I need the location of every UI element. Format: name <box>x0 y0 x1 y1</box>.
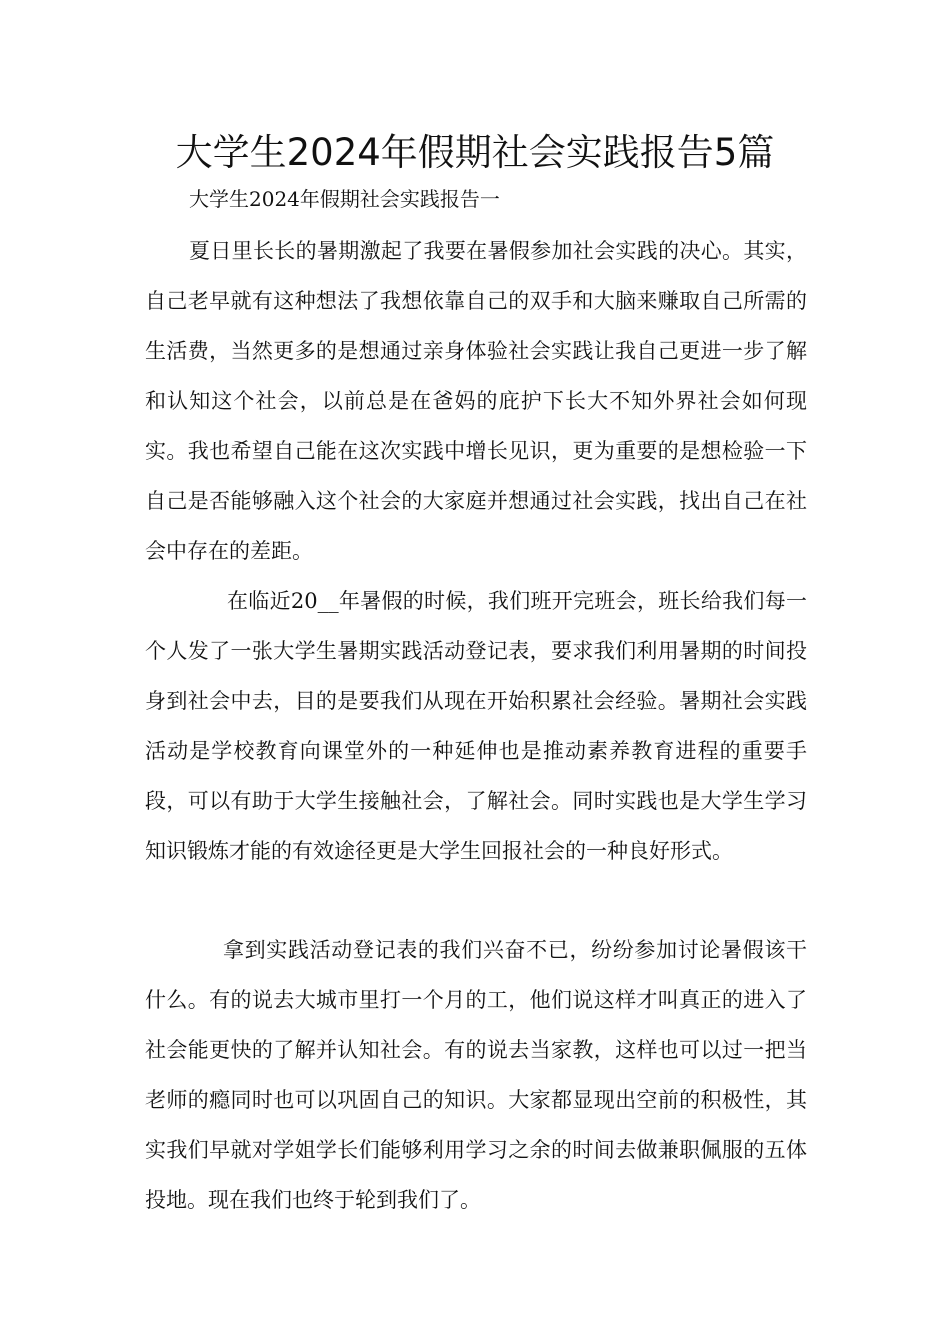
document-title: 大学生2024年假期社会实践报告5篇 <box>175 131 775 174</box>
paragraph-3: 拿到实践活动登记表的我们兴奋不已，纷纷参加讨论暑假该干什么。有的说去大城市里打一个月的工，他们说这样才叫真正的进入了社会能更快的了解并认知社会。有的说去当家教，这样也可以过一把当老师的瘾同时也可以巩固自己的知识。大家都显现出空前的积极性，其实我们早就对学姐学长们能够利用学习之余的时间去做兼职佩服的五体投地。现在我们也终于轮到我们了。 <box>145 938 807 1212</box>
paragraph-1: 夏日里长长的暑期激起了我要在暑假参加社会实践的决心。其实，自己老早就有这种想法了我想依靠自己的双手和大脑来赚取自己所需的生活费，当然更多的是想通过亲身体验社会实践让我自己更进一步了解和认知这个社会，以前总是在爸妈的庇护下长大不知外界社会如何现实。我也希望自己能在这次实践中增长见识，更为重要的是想检验一下自己是否能够融入这个社会的大家庭并想通过社会实践，找出自己在社会中存在的差距。 <box>145 239 807 563</box>
paragraph-2: 在临近20__年暑假的时候，我们班开完班会，班长给我们每一个人发了一张大学生暑期实践活动登记表，要求我们利用暑期的时间投身到社会中去，目的是要我们从现在开始积累社会经验。暑期社会实践活动是学校教育向课堂外的一种延伸也是推动素养教育进程的重要手段，可以有助于大学生接触社会，了解社会。同时实践也是大学生学习知识锻炼才能的有效途径更是大学生回报社会的一种良好形式。 <box>145 589 807 863</box>
section-subtitle: 大学生2024年假期社会实践报告一 <box>189 187 500 211</box>
